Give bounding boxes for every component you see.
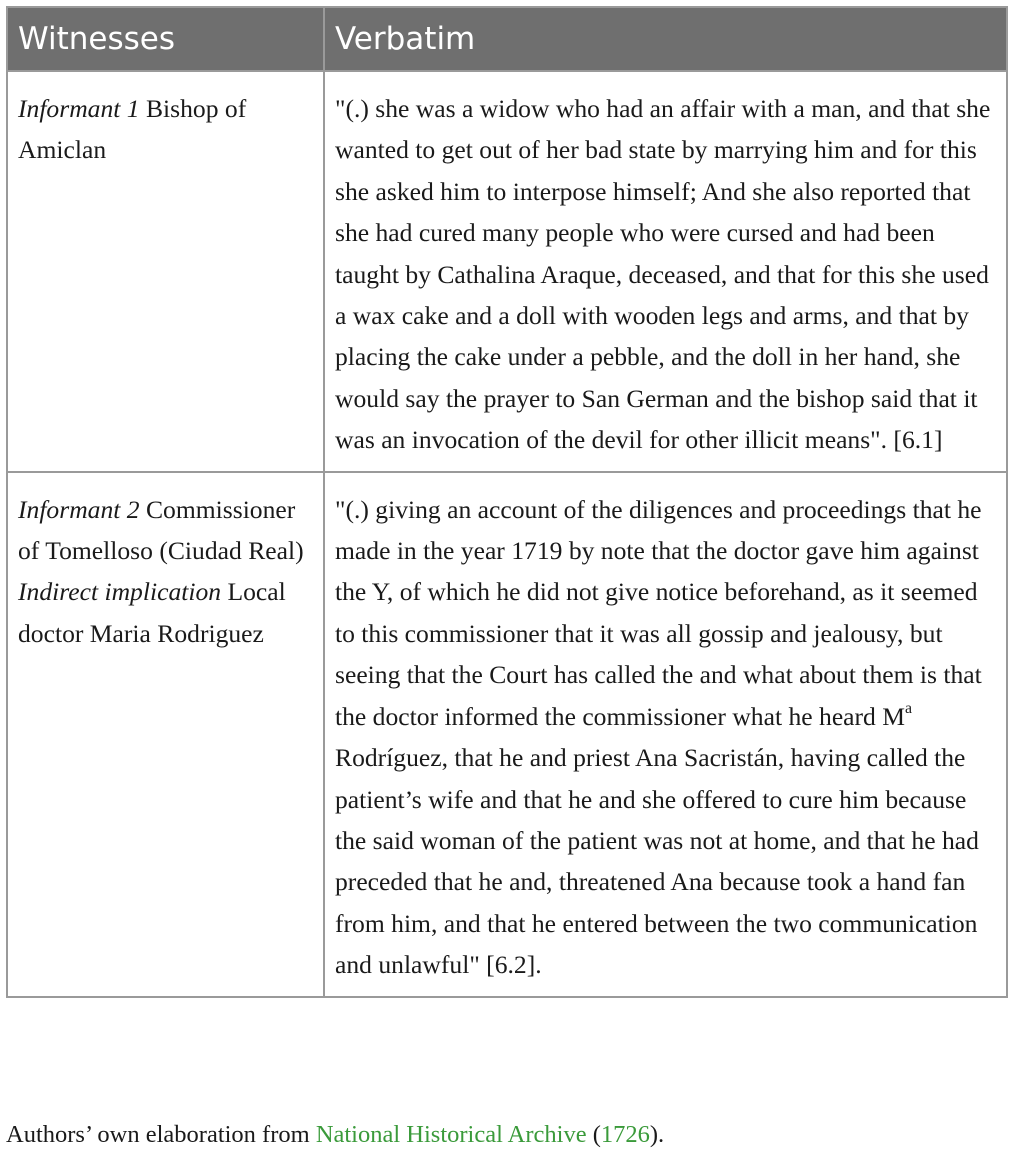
document-table-container	[6, 6, 1006, 998]
informant-detail: Bishop of Amiclan	[18, 94, 247, 165]
verbatim-text: "(.) giving an account of the diligences and proceedings that he made in the year 1719 by note that the doctor gave him against the Y, of which he did not give notice beforehand, as it seemed to this commissioner that it was all gossip and jealousy, but seeing that the Court has called the and what about them is that the doctor informed the commissioner what he heard M	[335, 494, 982, 731]
table-header-row	[7, 7, 1007, 71]
year-link[interactable]: 1726	[600, 1121, 650, 1148]
source-note-prefix: Authors’ own elaboration from	[6, 1121, 316, 1148]
source-note-paren: (	[586, 1121, 601, 1148]
informant-label: Informant 1	[18, 94, 140, 123]
witness-cell	[7, 71, 324, 472]
column-header-verbatim: Verbatim	[324, 7, 1007, 71]
verbatim-text-continued: Rodríguez, that he and priest Ana Sacristán, having called the patient’s wife and that he and she offered to cure him because the said woman of the patient was not at home, and that he had preceded that he and, threatened Ana because took a hand fan from him, and that he entered between the two communication and unlawful" [6.2].	[335, 743, 979, 980]
witness-table	[6, 6, 1008, 998]
informant-detail: Commissioner of Tomelloso (Ciudad Real)	[18, 494, 304, 566]
superscript-a: a	[905, 699, 913, 717]
witness-cell	[7, 472, 324, 997]
verbatim-text: "(.) she was a widow who had an affair with a man, and that she wanted to get out of her bad state by marrying him and for this she asked him to interpose himself; And she also reported that she had cured many people who were cursed and had been taught by Cathalina Araque, deceased, and that for this she used a wax cake and a doll with wooden legs and arms, and that by placing the cake under a pebble, and the doll in her hand, she would say the prayer to San German and the bishop said that it was an invocation of the devil for other illicit means". [6.1]	[335, 94, 991, 455]
source-note-suffix: ).	[649, 1121, 665, 1148]
verbatim-cell	[324, 71, 1007, 472]
table-row	[7, 472, 1007, 997]
implication-label: Indirect implication	[18, 577, 222, 607]
column-header-witnesses: Witnesses	[7, 7, 324, 71]
implication-detail: Local doctor Maria Rodriguez	[18, 577, 286, 648]
verbatim-cell	[324, 472, 1007, 997]
source-link[interactable]: National Historical Archive	[315, 1121, 587, 1148]
table-row	[7, 71, 1007, 472]
informant-label: Informant 2	[18, 494, 140, 524]
table-source-note	[6, 1121, 664, 1149]
